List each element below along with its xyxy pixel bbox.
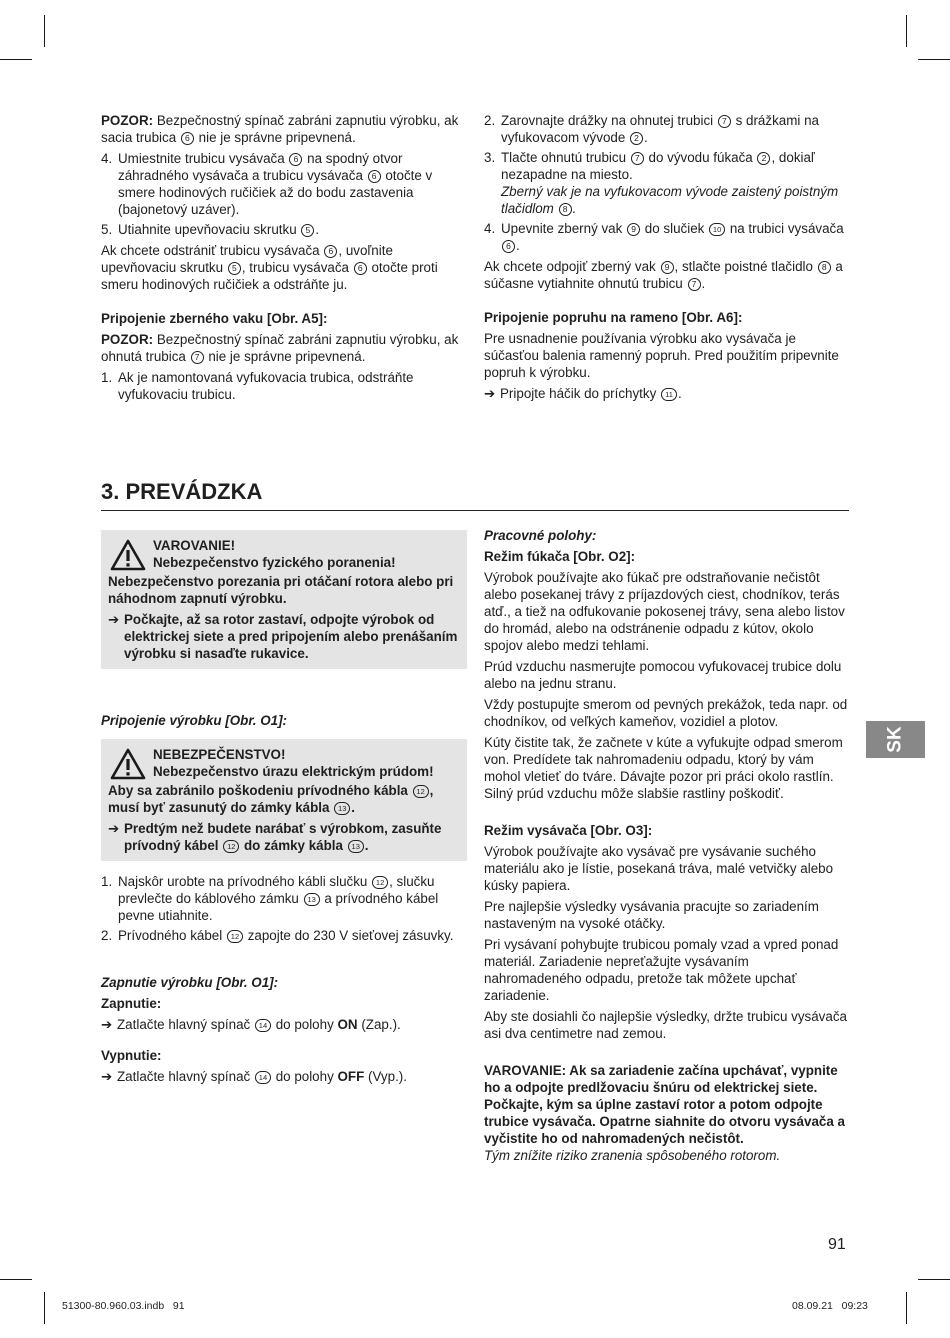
ref-6-icon: 6 [368,170,381,183]
ref-14-icon: 14 [255,1019,271,1032]
step-text: Ak je namontovaná vyfukovacia trubica, odstráňte vyfukovaciu trubicu. [118,370,414,402]
step-text: . [516,238,520,253]
power-on-value: ON [337,1017,358,1032]
left-top-column [101,112,463,407]
ref-11-icon: 11 [661,388,677,401]
power-text: (Vyp.). [368,1069,407,1084]
pozor-note-1 [101,112,463,146]
ref-8-icon: 8 [818,261,831,274]
footer-timestamp: 08.09.21 09:23 [792,1300,868,1312]
blow-paragraph: Prúd vzduchu nasmerujte pomocou vyfukovacej trubice dolu alebo na jednu stranu. [484,659,842,691]
arrow-icon: ➔ [101,1017,113,1032]
remove-text: otočte proti smeru hodinových ručičiek a odstráňte ju. [101,260,438,292]
ref-12-icon: 12 [372,876,388,889]
crop-mark-tl-v [44,15,45,47]
step-5 [101,221,463,238]
left-bottom-column [101,530,467,1089]
ref-6-icon: 6 [181,132,194,145]
detach-paragraph [484,258,848,292]
blow-paragraph: Vždy postupujte smerom od pevných prekážok, teda napr. od chodníkov, od veľkých kameňov, vozidiel a plotov. [484,697,848,729]
ref-8-icon: 8 [559,203,572,216]
vac-heading: Režim vysávača [Obr. O3]: [484,823,653,838]
ref-12-icon: 12 [223,840,239,853]
crop-mark-br-h [918,1279,950,1280]
step-text: , dokiaľ nezapadne na miesto. [501,150,815,182]
crop-mark-bl-v [44,1292,45,1324]
connect-step-1 [101,873,467,924]
right-top-column [484,112,848,406]
ref-5-icon: 5 [228,262,241,275]
warning-arrow-text: Počkajte, až sa rotor zastaví, odpojte výrobok od elektrickej siete a pred pripojením alebo prenášaním výrobku si nasaďte rukavice. [124,612,458,661]
connect-heading: Pripojenie výrobku [Obr. O1]: [101,713,288,728]
remove-text: , trubicu vysávača [241,260,349,275]
language-tab [866,721,925,758]
step-number: 2. [484,113,496,128]
detach-text: . [701,276,706,291]
pozor-label: POZOR: [101,332,154,347]
ref-9-icon: 9 [627,223,640,236]
detach-text: Ak chcete odpojiť zberný vak [484,259,656,274]
step-text: a prívodného kábel pevne utiahnite. [118,891,439,923]
ref-13-icon: 13 [334,802,350,815]
ref-2-icon: 2 [630,132,643,145]
pozor-text-end: nie je správne pripevnená. [198,130,356,145]
section-title: 3. PREVÁDZKA [101,477,849,511]
mount-steps [101,150,463,238]
warning-header [108,746,460,780]
bag-steps [101,369,463,403]
bag-step-1 [101,369,463,403]
power-text: (Zap.). [361,1017,401,1032]
ref-13-icon: 13 [304,893,320,906]
detach-text: a súčasne vytiahnite ohnutú trubicu [484,259,843,291]
warning-box-injury [101,530,467,669]
strap-arrow-text: Pripojte háčik do príchytky [500,386,657,401]
step-text: Najskôr urobte na prívodného kábli slučku [118,874,368,889]
ref-12-icon: 12 [227,930,243,943]
step-text: na trubici vysávača [729,221,844,236]
crop-mark-tr-v [906,15,907,47]
step-number: 1. [101,370,113,385]
crop-mark-tr-h [918,59,950,60]
power-off-label: Vypnutie: [101,1048,162,1063]
power-text: Zatlačte hlavný spínač [117,1017,251,1032]
step-note: . [572,201,577,216]
pozor-text: Bezpečnostný spínač zabráni zapnutiu výrobku, ak ohnutá trubica [101,332,459,364]
pozor-label: POZOR: [101,113,154,128]
pozor-text-end: nie je správne pripevnená. [208,349,366,364]
step-text: otočte v smere hodinových ručičiek až do bodu zastavenia (bajonetový uzáver). [118,168,433,217]
step-text: Upevnite zberný vak [501,221,623,236]
power-off-step [101,1068,467,1085]
arrow-icon: ➔ [108,821,120,836]
clog-warning: VAROVANIE: Ak sa zariadenie začína upchávať, vypnite ho a odpojte predlžovaciu šnúru od elektrickej siete. Počkajte, kým sa úplne zastaví rotor a potom odpojte trubice vysávača. Opatrne siahnite do otvoru vysávača a vyčistite ho od nahromadených nečistôt. [484,1063,845,1146]
right-bottom-column [484,527,848,1168]
power-on-step [101,1016,467,1033]
ref-9-icon: 9 [661,261,674,274]
step-text: s drážkami na vyfukovacom vývode [501,113,819,145]
power-off-value: OFF [337,1069,365,1084]
ref-7-icon: 7 [718,115,731,128]
connect-steps [101,873,467,944]
pozor-note-2 [101,331,463,365]
step-text: Utiahnite upevňovaciu skrutku [118,222,297,237]
step-4-bag [484,220,848,254]
warning-text: Nebezpečenstvo porezania pri otáčaní rotora alebo pri náhodnom zapnutí výrobku. [108,574,454,606]
arrow-icon: ➔ [108,612,120,627]
step-text: na spodný otvor záhradného vysávača a trubicu vysávača [118,151,403,183]
step-number: 4. [101,151,113,166]
warning-subtitle: Nebezpečenstvo fyzického poranenia! [153,555,396,570]
step-note: Zberný vak je na vyfukovacom vývode zaistený poistným tlačidlom [501,184,839,216]
footer-file-info: 51300-80.960.03.indb 91 [62,1300,185,1312]
remove-paragraph [101,242,463,293]
warning-arrow-text: Predtým než budete narábať s výrobkom, zasuňte prívodný kábel [124,821,442,853]
connect-step-2 [101,927,467,944]
ref-5-icon: 5 [301,224,314,237]
vac-paragraph: Pre najlepšie výsledky vysávania pracujte so zariadením nastaveným na vysoké otáčky. [484,899,819,931]
warning-arrow-step [108,611,460,662]
vac-paragraph: Výrobok používajte ako vysávač pre vysávanie suchého materiálu ako je lístie, posekaná tráva, malé vetvičky alebo kúsky papiera. [484,844,834,893]
strap-arrow-text: . [678,386,682,401]
warning-box-electric [101,739,467,861]
step-text: Tlačte ohnutú trubicu [501,150,627,165]
warning-text-part: , musí byť zasunutý do zámky kábla [108,783,434,815]
blow-paragraph: Výrobok používajte ako fúkač pre odstraňovanie nečistôt alebo posekanej trávy z príjazdových ciest, chodníkov, terás atď., a tiež na odfukovanie pokosenej trávy, sena alebo listov do hromád, alebo na odstránenie odpadu z kútov, okolo spojov alebo medzi tehlami. [484,570,845,653]
step-text: do slučiek [644,221,705,236]
remove-text: , uvoľnite upevňovaciu skrutku [101,243,393,275]
crop-mark-br-v [906,1292,907,1324]
step-number: 5. [101,222,113,237]
power-heading: Zapnutie výrobku [Obr. O1]: [101,975,279,990]
ref-7-icon: 7 [688,278,701,291]
warning-header [108,537,460,571]
ref-13-icon: 13 [348,840,364,853]
ref-10-icon: 10 [709,223,725,236]
warning-arrow-step [108,820,460,854]
arrow-icon: ➔ [101,1069,113,1084]
detach-text: , stlačte poistné tlačidlo [674,259,813,274]
step-number: 4. [484,221,496,236]
warning-triangle-icon [110,539,146,571]
ref-7-icon: 7 [631,152,644,165]
step-text: Umiestnite trubicu vysávača [118,151,285,166]
step-text: , slučku prevlečte do káblového zámku [118,874,435,906]
warning-title: NEBEZPEČENSTVO! [153,747,286,762]
step-3 [484,149,848,217]
warning-arrow-text: . [364,838,369,853]
step-2 [484,112,848,146]
power-text: do polohy [275,1017,334,1032]
step-number: 3. [484,150,496,165]
ref-7-icon: 7 [191,351,204,364]
step-text: do vývodu fúkača [648,150,753,165]
warning-text-part: . [351,800,355,815]
page-number: 91 [828,1236,846,1253]
ref-2-icon: 2 [757,152,770,165]
warning-text-part: Aby sa zabránilo poškodeniu prívodného kábla [108,783,408,798]
warning-text [108,782,460,816]
step-number: 2. [101,928,113,943]
blow-heading: Režim fúkača [Obr. O2]: [484,549,636,564]
warning-subtitle: Nebezpečenstvo úrazu elektrickým prúdom! [153,764,434,779]
vac-paragraph: Pri vysávaní pohybujte trubicou pomaly vzad a vpred ponad materiál. Zariadenie nepreťažujte vysávaním nahromadeného odpadu, pretože tak môžete upchať zariadenie. [484,937,839,1003]
power-text: Zatlačte hlavný spínač [117,1069,251,1084]
blow-paragraph: Kúty čistite tak, že začnete v kúte a vyfukujte odpad smerom von. Predídete tak nahromadeniu odpadu, ktorý by vám mohol vletieť do tváre. Dávajte pozor pri práci okolo rastlín. Silný prúd vzduchu môže slabšie rastliny poškodiť. [484,735,843,801]
arrow-icon: ➔ [484,386,496,401]
ref-6-icon: 6 [354,262,367,275]
clog-warning-note: Tým znížite riziko zranenia spôsobeného rotorom. [484,1148,781,1163]
bag-steps-continued [484,112,848,254]
ref-12-icon: 12 [413,785,429,798]
ref-6-icon: 6 [502,240,515,253]
ref-14-icon: 14 [255,1071,271,1084]
power-on-label: Zapnutie: [101,996,162,1011]
ref-6-icon: 6 [324,245,337,258]
step-text: Prívodného kábel [118,928,223,943]
strap-arrow-step [484,385,848,402]
language-tab-label: SK [885,726,906,753]
modes-heading: Pracovné polohy: [484,528,597,543]
pozor-text: Bezpečnostný spínač zabráni zapnutiu výrobku, ak sacia trubica [101,113,459,145]
strap-heading: Pripojenie popruhu na rameno [Obr. A6]: [484,310,743,325]
warning-triangle-icon [110,748,146,780]
bag-heading: Pripojenie zberného vaku [Obr. A5]: [101,311,328,326]
ref-6-icon: 6 [289,153,302,166]
step-text: . [644,130,648,145]
crop-mark-tl-h [0,59,32,60]
crop-mark-bl-h [0,1279,32,1280]
power-text: do polohy [275,1069,334,1084]
step-4 [101,150,463,218]
vac-paragraph: Aby ste dosiahli čo najlepšie výsledky, držte trubicu vysávača asi dva centimetre nad zemou. [484,1009,847,1041]
step-text: . [315,222,320,237]
warning-title: VAROVANIE! [153,538,236,553]
step-text: zapojte do 230 V sieťovej zásuvky. [247,928,454,943]
remove-text: Ak chcete odstrániť trubicu vysávača [101,243,320,258]
step-text: Zarovnajte drážky na ohnutej trubici [501,113,714,128]
strap-text: Pre usnadnenie používania výrobku ako vysávača je súčasťou balenia ramenný popruh. Pred použitím pripevnite popruh k výrobku. [484,331,839,380]
warning-arrow-text: do zámky kábla [243,838,343,853]
step-number: 1. [101,874,113,889]
